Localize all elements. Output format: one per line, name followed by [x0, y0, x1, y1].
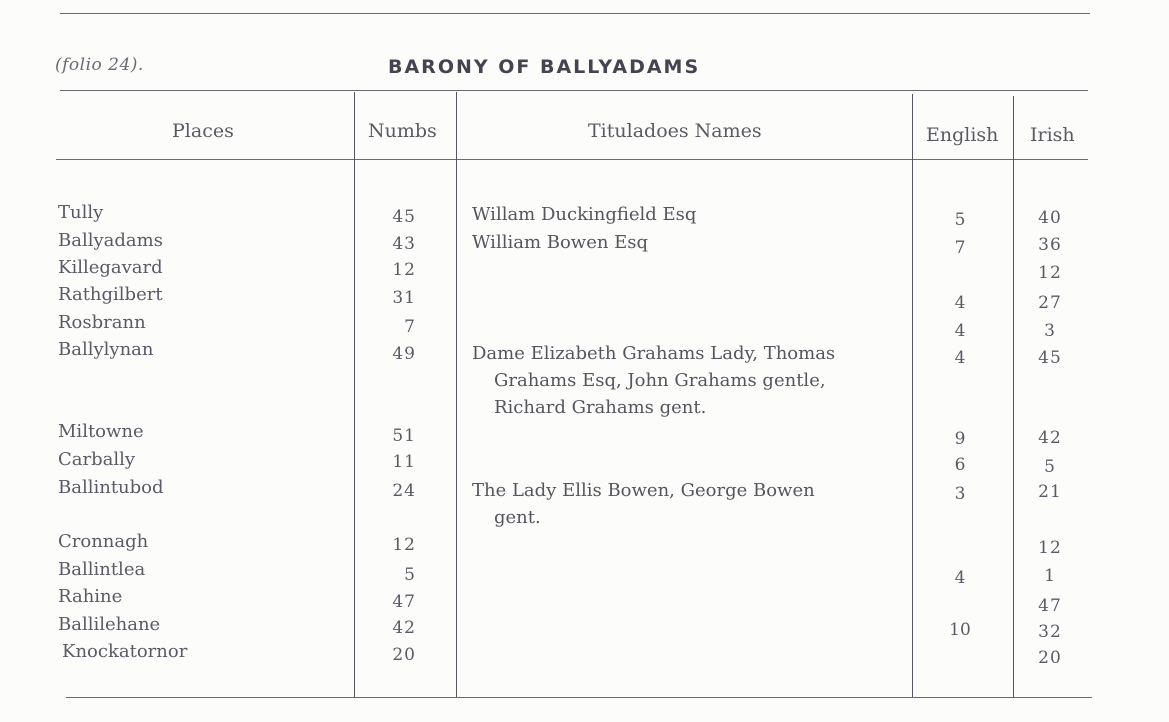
- table-bottom-rule: [66, 697, 1092, 698]
- tituladoes-entry: [472, 477, 902, 531]
- irish-value: 32: [1038, 622, 1062, 642]
- column-header-tituladoes: Tituladoes Names: [588, 120, 762, 142]
- column-divider-places: [354, 92, 355, 697]
- irish-value: 21: [1038, 482, 1062, 502]
- column-divider-names: [912, 94, 913, 697]
- english-value: 3: [954, 484, 966, 504]
- english-value: 10: [949, 620, 971, 640]
- column-header-numbs: Numbs: [368, 120, 437, 142]
- irish-value: 12: [1038, 538, 1062, 558]
- irish-value: 27: [1038, 293, 1062, 313]
- tituladoes-line: Grahams Esq, John Grahams gentle,: [494, 370, 826, 391]
- english-value: 7: [954, 238, 966, 258]
- numbs-value: 12: [392, 535, 416, 555]
- irish-value: 5: [1044, 457, 1056, 477]
- tituladoes-line: gent.: [494, 507, 541, 528]
- tituladoes-entry: [472, 229, 902, 256]
- irish-value: 42: [1038, 428, 1062, 448]
- english-value: 4: [954, 568, 966, 588]
- top-rule: [60, 13, 1090, 14]
- place-name: Killegavard: [58, 257, 163, 278]
- numbs-value: 20: [392, 645, 416, 665]
- irish-value: 45: [1038, 348, 1062, 368]
- column-header-places: Places: [172, 120, 234, 142]
- irish-value: 1: [1044, 566, 1056, 586]
- english-value: 5: [954, 210, 966, 230]
- numbs-value: 43: [392, 234, 416, 254]
- irish-value: 20: [1038, 648, 1062, 668]
- table-top-rule: [60, 90, 1088, 91]
- irish-value: 12: [1038, 263, 1062, 283]
- numbs-value: 42: [392, 618, 416, 638]
- numbs-value: 7: [404, 317, 416, 337]
- folio-reference: (folio 24).: [55, 55, 144, 75]
- irish-value: 47: [1038, 596, 1062, 616]
- place-name: Knockatornor: [62, 641, 188, 662]
- english-value: 6: [954, 455, 966, 475]
- place-name: Ballyadams: [58, 230, 163, 251]
- tituladoes-line: Dame Elizabeth Grahams Lady, Thomas: [472, 343, 836, 364]
- numbs-value: 11: [392, 452, 416, 472]
- irish-value: 36: [1038, 235, 1062, 255]
- place-name: Rosbrann: [58, 312, 146, 333]
- column-header-irish: Irish: [1030, 124, 1075, 146]
- place-name: Cronnagh: [58, 531, 149, 552]
- header-bottom-rule: [56, 159, 1088, 160]
- place-name: Ballintubod: [58, 477, 164, 498]
- english-value: 9: [954, 429, 966, 449]
- tituladoes-entry: [472, 340, 902, 421]
- numbs-value: 45: [392, 207, 416, 227]
- place-name: Tully: [58, 202, 104, 223]
- place-name: Rathgilbert: [58, 284, 163, 305]
- numbs-value: 12: [392, 260, 416, 280]
- place-name: Miltowne: [58, 421, 144, 442]
- place-name: Ballintlea: [58, 559, 146, 580]
- place-name: Rahine: [58, 586, 123, 607]
- numbs-value: 31: [392, 288, 416, 308]
- tituladoes-line: William Bowen Esq: [472, 232, 649, 253]
- column-header-english: English: [926, 124, 999, 146]
- tituladoes-entry: [472, 201, 902, 228]
- irish-value: 40: [1038, 208, 1062, 228]
- numbs-value: 51: [392, 426, 416, 446]
- numbs-value: 49: [392, 344, 416, 364]
- irish-value: 3: [1044, 321, 1056, 341]
- numbs-value: 47: [392, 592, 416, 612]
- column-divider-numbs: [456, 92, 457, 697]
- tituladoes-line: Willam Duckingfield Esq: [472, 204, 697, 225]
- tituladoes-line: The Lady Ellis Bowen, George Bowen: [472, 480, 815, 501]
- tituladoes-line: Richard Grahams gent.: [494, 397, 707, 418]
- column-divider-english: [1013, 96, 1014, 697]
- numbs-value: 5: [404, 565, 416, 585]
- english-value: 4: [954, 293, 966, 313]
- place-name: Ballylynan: [58, 339, 154, 360]
- english-value: 4: [954, 321, 966, 341]
- english-value: 4: [954, 348, 966, 368]
- numbs-value: 24: [392, 481, 416, 501]
- page-title: BARONY OF BALLYADAMS: [388, 56, 701, 78]
- place-name: Ballilehane: [58, 614, 161, 635]
- place-name: Carbally: [58, 449, 136, 470]
